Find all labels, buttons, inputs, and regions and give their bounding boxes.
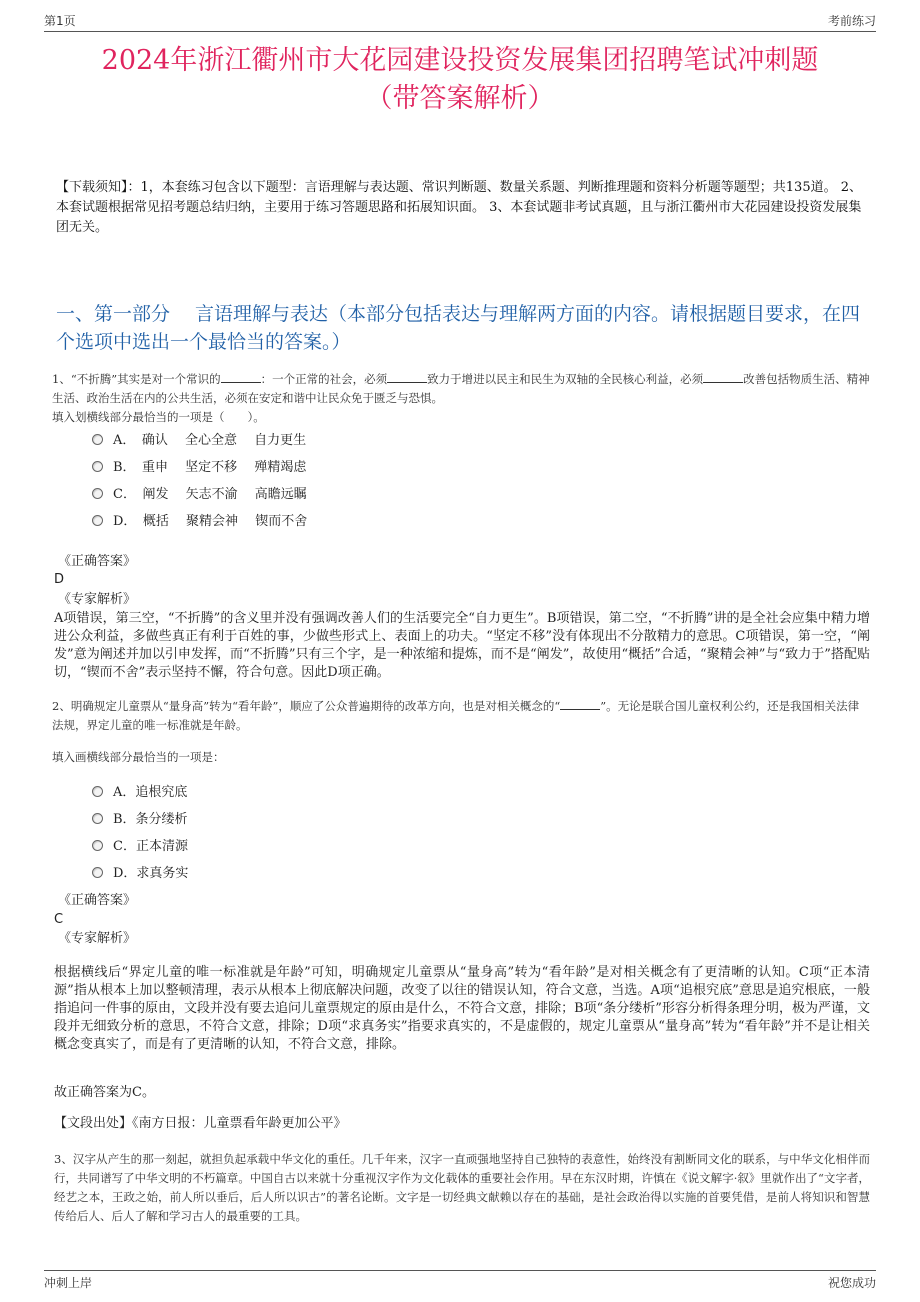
q1-option-c[interactable]: C． 阐发 矢志不渝 高瞻远瞩	[92, 481, 307, 508]
q1-answer-label: 《正确答案》	[58, 554, 137, 569]
download-notice: 【下载须知】：1，本套练习包含以下题型：言语理解与表达题、常识判断题、数量关系题、判断推理题和资料分析题等题型；共135道。 2、本套试题根据常见招考题总结归纳，主要用于练习答题思路和拓展知识面。 3、本套试题非考试真题，且与浙江衢州市大花园建设投资发展集团无关。	[56, 180, 862, 235]
footer-right: 祝您成功	[827, 1276, 876, 1290]
page-header	[44, 12, 876, 32]
blank-line	[221, 371, 261, 383]
q2-answer: C	[54, 912, 64, 927]
radio-icon[interactable]	[92, 434, 103, 445]
radio-icon[interactable]	[92, 786, 103, 797]
q2-option-b[interactable]: B．条分缕析	[92, 806, 188, 833]
q1-analysis: A项错误，第三空，“不折腾”的含义里并没有强调改善人们的生活要完全“自力更生”。B项错误，第二空，“不折腾”讲的是全社会应集中精力增进公众利益，多做些真正有利于百姓的事，少做些形式上、表面上的功夫。“坚定不移”没有体现出不分散精力的意思。C项错误，第一空，“阐发”意为阐述并加以引申发挥，而“不折腾”只有三个字，是一种浓缩和提炼，而不是“阐发”，故使用“概括”合适，“聚精会神”与“致力于”搭配贴切，“锲而不舍”表示坚持不懈，符合句意。因此D项正确。	[54, 611, 870, 680]
q2-option-a[interactable]: A．追根究底	[92, 779, 188, 806]
footer-left: 冲刺上岸	[44, 1276, 93, 1290]
q2-stem: 2、明确规定儿童票从“量身高”转为“看年龄”，顺应了公众普遍期待的改革方向，也是对相关概念的“ ”。无论是联合国儿童权利公约，还是我国相关法律法规，界定儿童的唯一标准就是年龄。	[52, 699, 860, 732]
q2-options	[92, 779, 188, 887]
blank-line	[703, 371, 743, 383]
q1-prompt: 填入划横线部分最恰当的一项是（ ）。	[52, 410, 265, 424]
q2-source: 【文段出处】《南方日报：儿童票看年龄更加公平》	[54, 1116, 347, 1131]
radio-icon[interactable]	[92, 840, 103, 851]
q2-prompt: 填入画横线部分最恰当的一项是：	[52, 750, 225, 764]
q1-option-b[interactable]: B． 重申 坚定不移 殚精竭虑	[92, 454, 307, 481]
header-tag: 考前练习	[827, 14, 876, 28]
radio-icon[interactable]	[92, 461, 103, 472]
title-line-2: （带答案解析）	[365, 83, 555, 114]
q1-answer: D	[54, 572, 65, 587]
q2-option-d[interactable]: D．求真务实	[92, 860, 188, 887]
blank-line	[560, 698, 600, 710]
q1-option-d[interactable]: D． 概括 聚精会神 锲而不舍	[92, 508, 307, 535]
radio-icon[interactable]	[92, 867, 103, 878]
q2-option-c[interactable]: C．正本清源	[92, 833, 188, 860]
q1-option-a[interactable]: A． 确认 全心全意 自力更生	[92, 427, 307, 454]
radio-icon[interactable]	[92, 515, 103, 526]
page-footer	[44, 1270, 876, 1290]
section-title: 一、第一部分 言语理解与表达（本部分包括表达与理解两方面的内容。请根据题目要求，在四个选项中选出一个最恰当的答案。）	[56, 303, 861, 353]
document-title	[40, 42, 880, 118]
q2-analysis-label: 《专家解析》	[58, 931, 137, 946]
radio-icon[interactable]	[92, 488, 103, 499]
page-number: 第1页	[44, 14, 76, 28]
q2-analysis: 根据横线后“界定儿童的唯一标准就是年龄”可知，明确规定儿童票从“量身高”转为“看年龄”是对相关概念有了更清晰的认知。C项“正本清源”指从根本上加以整顿清理，表示从根本上彻底解决问题，改变了以往的错误认知，符合文意，当选。A项“追根究底”意思是追究根底，一般指追问一件事的原由，文段并没有要去追问儿童票规定的原由是什么，不符合文意，排除；B项“条分缕析”形容分析得条理分明，极为严谨，文段并无细致分析的意思，不符合文意，排除；D项“求真务实”指要求真实的，不是虚假的，规定儿童票从“量身高”转为“看年龄”并不是让相关概念变真实了，而是有了更清晰的认知，不符合文意，排除。	[54, 965, 870, 1052]
blank-line	[387, 371, 427, 383]
q3-stem: 3、汉字从产生的那一刻起，就担负起承载中华文化的重任。几千年来，汉字一直顽强地坚持自己独特的表意性，始终没有割断同文化的联系，与中华文化相伴而行，共同谱写了中华文明的不朽篇章。中国自古以来就十分重视汉字作为文化载体的重要社会作用。早在东汉时期，许慎在《说文解字·叙》里就作出了“文字者，经艺之本，王政之始，前人所以垂后，后人所以识古”的著名论断。文字是一切经典文献赖以存在的基础，是社会政治得以实施的首要凭借，是前人将知识和智慧传给后人、后人了解和学习古人的最重要的工具。	[54, 1152, 870, 1223]
title-line-1: 2024年浙江衢州市大花园建设投资发展集团招聘笔试冲刺题	[101, 45, 819, 76]
q2-answer-label: 《正确答案》	[58, 893, 137, 908]
q2-conclusion: 故正确答案为C。	[54, 1085, 155, 1100]
radio-icon[interactable]	[92, 813, 103, 824]
q1-options	[92, 427, 307, 535]
q1-stem: 1、“不折腾”其实是对一个常识的 ：一个正常的社会，必须 致力于增进以民主和民生为双轴的全民核心利益，必须 改善包括物质生活、精神生活、政治生活在内的公共生活，必须在安定和谐中让民众免于匮乏与恐惧。	[52, 372, 870, 405]
q1-analysis-label: 《专家解析》	[58, 592, 137, 607]
